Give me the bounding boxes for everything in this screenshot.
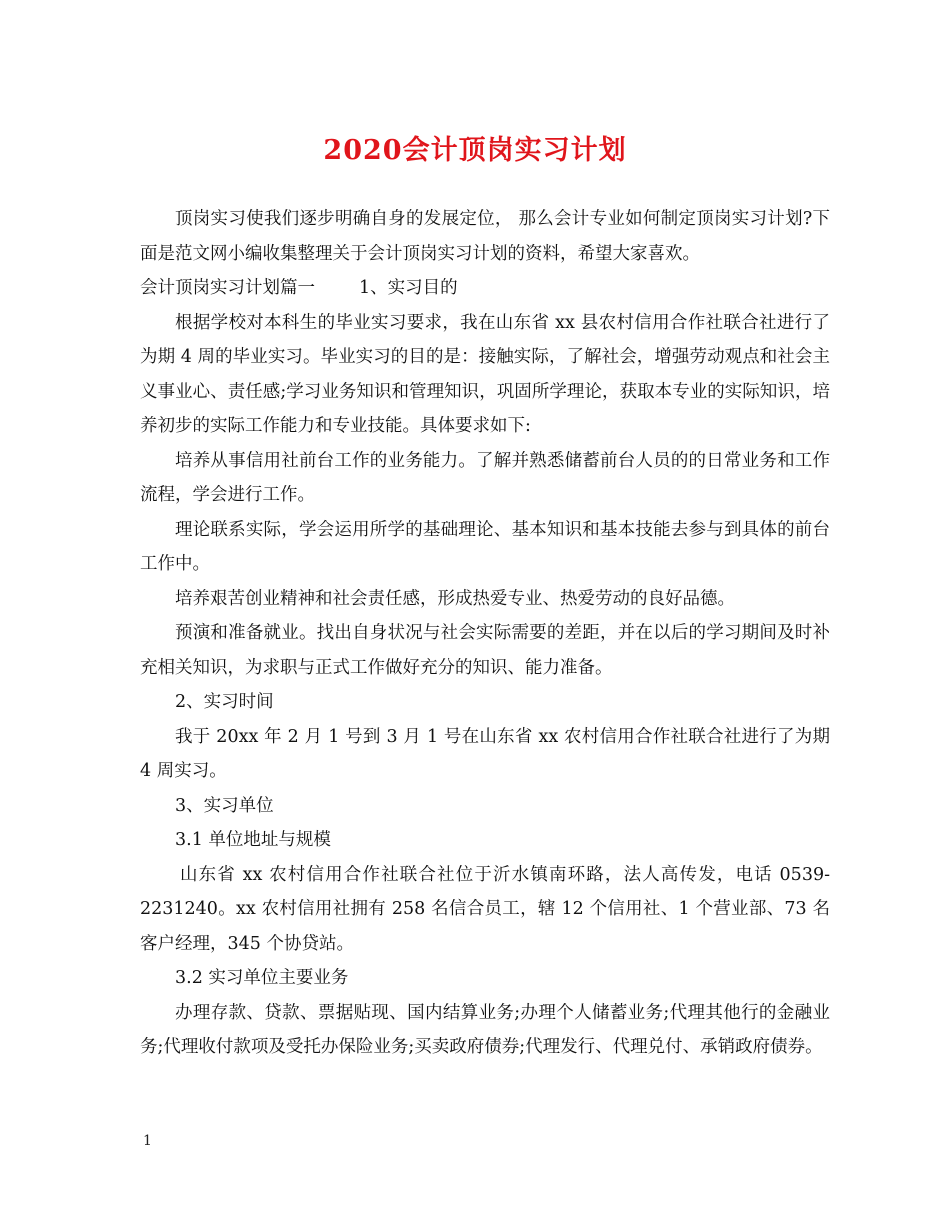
paragraph-theory: 理论联系实际，学会运用所学的基础理论、基本知识和基本技能去参与到具体的前台工作中。 bbox=[140, 519, 830, 574]
page-number: 1 bbox=[143, 1133, 152, 1149]
section-heading-unit: 3、实习单位 bbox=[175, 795, 274, 816]
paragraph-employment: 预演和准备就业。找出自身状况与社会实际需要的差距，并在以后的学习期间及时补充相关知识，为求职与正式工作做好充分的知识、能力准备。 bbox=[140, 623, 830, 678]
chapter-label: 会计顶岗实习计划篇一 bbox=[140, 278, 315, 298]
paragraph-business: 办理存款、贷款、票据贴现、国内结算业务;办理个人储蓄业务;代理其他行的金融业务;代理收付款项及受托办保险业务;买卖政府债券;代理发行、代理兑付、承销政府债券。 bbox=[140, 1002, 830, 1057]
section-heading-purpose: 1、实习目的 bbox=[359, 278, 458, 298]
paragraph-address: 山东省 xx 农村信用合作社联合社位于沂水镇南环路，法人高传发，电话 0539-2231240。xx 农村信用社拥有 258 名信合员工，辖 12 个信用社、1 个营业部、73 名客户经理，345 个协贷站。 bbox=[140, 864, 830, 954]
chapter-line bbox=[140, 271, 830, 306]
paragraph-purpose: 根据学校对本科生的毕业实习要求，我在山东省 xx 县农村信用合作社联合社进行了为期 4 周的毕业实习。毕业实习的目的是：接触实际，了解社会，增强劳动观点和社会主义事业心、责任感;学习业务知识和管理知识，巩固所学理论，获取本专业的实际知识，培养初步的实际工作能力和专业技能。具体要求如下: bbox=[140, 312, 830, 436]
paragraph-time: 我于 20xx 年 2 月 1 号到 3 月 1 号在山东省 xx 农村信用合作社联合社进行了为期 4 周实习。 bbox=[140, 726, 830, 781]
document-body bbox=[140, 202, 830, 1065]
paragraph-ability: 培养从事信用社前台工作的业务能力。了解并熟悉储蓄前台人员的的日常业务和工作流程，学会进行工作。 bbox=[140, 450, 830, 505]
section-heading-time: 2、实习时间 bbox=[175, 692, 274, 712]
document-title: 2020会计顶岗实习计划 bbox=[323, 135, 627, 166]
subsection-heading-address: 3.1 单位地址与规模 bbox=[175, 830, 331, 850]
paragraph-spirit: 培养艰苦创业精神和社会责任感，形成热爱专业、热爱劳动的良好品德。 bbox=[175, 588, 735, 609]
subsection-heading-business: 3.2 实习单位主要业务 bbox=[175, 968, 349, 988]
intro-paragraph: 顶岗实习使我们逐步明确自身的发展定位， 那么会计专业如何制定顶岗实习计划?下面是范文网小编收集整理关于会计顶岗实习计划的资料，希望大家喜欢。 bbox=[140, 209, 830, 264]
